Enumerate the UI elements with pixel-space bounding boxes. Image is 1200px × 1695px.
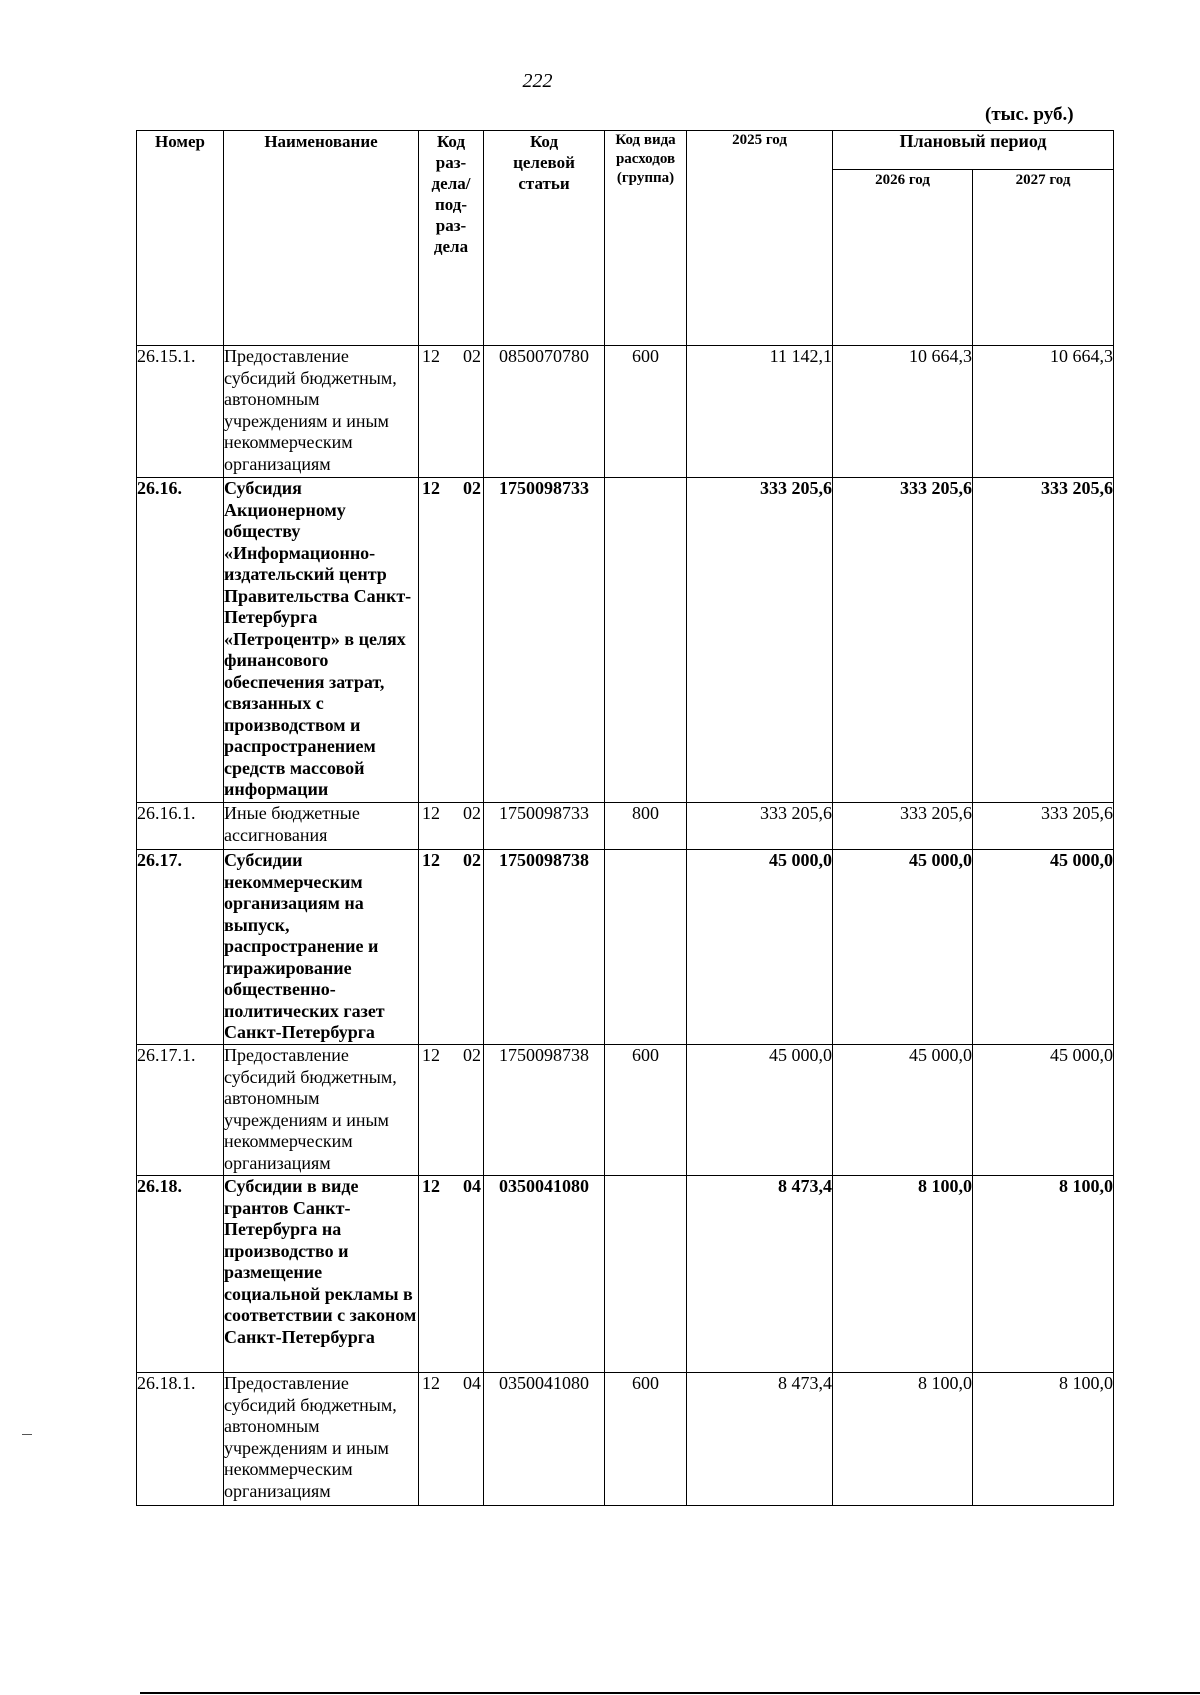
- row-name: Субсидии в виде грантов Санкт-Петербурга на производство и размещение социальной рекламы в соответствии с законом Санкт-Петербурга: [224, 1176, 419, 1373]
- row-target-code: 0350041080: [484, 1373, 605, 1506]
- row-amount-2026: 333 205,6: [833, 478, 973, 803]
- header-number: Номер: [137, 131, 224, 346]
- row-section-code: 12 02: [419, 803, 484, 850]
- page-number: 222: [522, 70, 553, 92]
- row-amount-2025: 8 473,4: [687, 1373, 833, 1506]
- budget-table: [136, 130, 1114, 1506]
- row-amount-2025: 333 205,6: [687, 478, 833, 803]
- row-expense-type: 600: [605, 346, 687, 478]
- header-year-2025: 2025 год: [687, 131, 833, 346]
- row-number: 26.17.1.: [137, 1045, 224, 1176]
- header-year-2027: 2027 год: [973, 170, 1114, 346]
- row-amount-2027: 333 205,6: [973, 478, 1114, 803]
- table-row: [137, 1373, 1114, 1506]
- row-target-code: 0850070780: [484, 346, 605, 478]
- row-amount-2026: 45 000,0: [833, 1045, 973, 1176]
- row-section-code: 12 02: [419, 478, 484, 803]
- row-section-code: 12 02: [419, 346, 484, 478]
- row-amount-2027: 333 205,6: [973, 803, 1114, 850]
- header-year-2026: 2026 год: [833, 170, 973, 346]
- row-number: 26.17.: [137, 850, 224, 1045]
- row-number: 26.18.: [137, 1176, 224, 1373]
- table-row: [137, 346, 1114, 478]
- units-label: (тыс. руб.): [985, 104, 1074, 125]
- row-number: 26.16.1.: [137, 803, 224, 850]
- row-amount-2027: 45 000,0: [973, 850, 1114, 1045]
- bottom-scan-edge: [140, 1692, 1200, 1694]
- row-target-code: 1750098733: [484, 803, 605, 850]
- row-amount-2027: 8 100,0: [973, 1373, 1114, 1506]
- row-amount-2026: 45 000,0: [833, 850, 973, 1045]
- row-target-code: 1750098738: [484, 1045, 605, 1176]
- row-amount-2025: 45 000,0: [687, 1045, 833, 1176]
- table-row: [137, 803, 1114, 850]
- table-row: [137, 1176, 1114, 1373]
- row-amount-2027: 45 000,0: [973, 1045, 1114, 1176]
- row-number: 26.16.: [137, 478, 224, 803]
- row-target-code: 1750098733: [484, 478, 605, 803]
- row-target-code: 1750098738: [484, 850, 605, 1045]
- header-name: Наименование: [224, 131, 419, 346]
- row-expense-type: [605, 1176, 687, 1373]
- row-amount-2027: 10 664,3: [973, 346, 1114, 478]
- row-name: Иные бюджетные ассигнования: [224, 803, 419, 850]
- row-expense-type: [605, 478, 687, 803]
- row-section-code: 12 02: [419, 1045, 484, 1176]
- row-target-code: 0350041080: [484, 1176, 605, 1373]
- row-number: 26.18.1.: [137, 1373, 224, 1506]
- row-expense-type: 800: [605, 803, 687, 850]
- row-expense-type: 600: [605, 1373, 687, 1506]
- table-row: [137, 850, 1114, 1045]
- row-section-code: 12 04: [419, 1373, 484, 1506]
- header-planned-period: Плановый период: [833, 131, 1114, 170]
- row-name: Субсидии некоммерческим организациям на выпуск, распространение и тиражирование общественно-политических газет Санкт-Петербурга: [224, 850, 419, 1045]
- row-section-code: 12 02: [419, 850, 484, 1045]
- row-name: Предоставление субсидий бюджетным, автономным учреждениям и иным некоммерческим организациям: [224, 1373, 419, 1506]
- row-expense-type: [605, 850, 687, 1045]
- row-amount-2025: 45 000,0: [687, 850, 833, 1045]
- row-amount-2025: 8 473,4: [687, 1176, 833, 1373]
- row-expense-type: 600: [605, 1045, 687, 1176]
- table-row: [137, 478, 1114, 803]
- row-section-code: 12 04: [419, 1176, 484, 1373]
- row-name: Предоставление субсидий бюджетным, автономным учреждениям и иным некоммерческим организациям: [224, 346, 419, 478]
- header-section-code: Код раз- дела/ под- раз- дела: [419, 131, 484, 346]
- table-row: [137, 1045, 1114, 1176]
- row-amount-2025: 11 142,1: [687, 346, 833, 478]
- row-amount-2026: 8 100,0: [833, 1373, 973, 1506]
- header-expense-type: Код вида расходов (группа): [605, 131, 687, 346]
- row-amount-2027: 8 100,0: [973, 1176, 1114, 1373]
- row-name: Субсидия Акционерному обществу «Информационно-издательский центр Правительства Санкт-Петербурга «Петроцентр» в целях финансового обеспечения затрат, связанных с производством и распространением средств массовой информации: [224, 478, 419, 803]
- row-amount-2026: 8 100,0: [833, 1176, 973, 1373]
- row-amount-2025: 333 205,6: [687, 803, 833, 850]
- header-target-code: Код целевой статьи: [484, 131, 605, 346]
- header-row-1: [137, 131, 1114, 170]
- row-amount-2026: 333 205,6: [833, 803, 973, 850]
- row-amount-2026: 10 664,3: [833, 346, 973, 478]
- row-name: Предоставление субсидий бюджетным, автономным учреждениям и иным некоммерческим организациям: [224, 1045, 419, 1176]
- margin-mark: [22, 1434, 32, 1435]
- row-number: 26.15.1.: [137, 346, 224, 478]
